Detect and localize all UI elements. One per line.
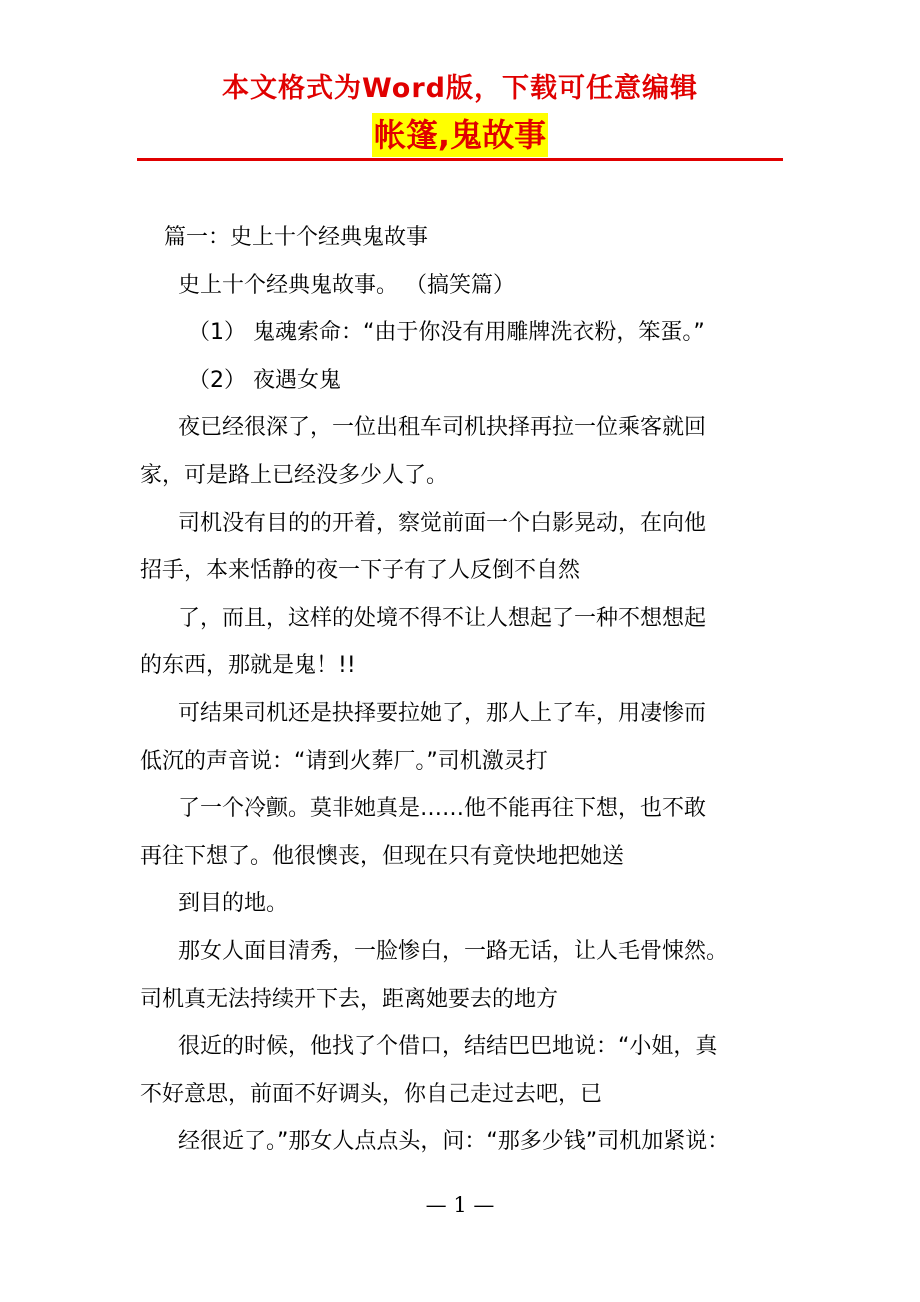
page-number: — 1 — [425, 1193, 495, 1217]
list-item: （2） 夜遇女鬼 [188, 367, 341, 393]
paragraph-line: 不好意思，前面不好调头，你自己走过去吧，已 [140, 1081, 603, 1107]
paragraph-line: 那女人面目清秀，一脸惨白，一路无话，让人毛骨悚然。 [178, 938, 729, 964]
paragraph-line: 家，可是路上已经没多少人了。 [140, 462, 449, 488]
paragraph-line: 经很近了。”那女人点点头，问：“那多少钱”司机加紧说： [178, 1129, 730, 1155]
list-item: （1） 鬼魂索命：“由于你没有用雕牌洗衣粉，笨蛋。” [188, 320, 705, 346]
paragraph-line: 夜已经很深了，一位出租车司机抉择再拉一位乘客就回 [178, 415, 707, 441]
story-body [140, 214, 784, 1166]
title-container [0, 113, 920, 157]
paragraph-line: 低沉的声音说：“请到火葬厂。”司机激灵打 [140, 748, 548, 774]
paragraph-line: 可结果司机还是抉择要拉她了，那人上了车，用凄惨而 [178, 700, 707, 726]
paragraph-line: 司机没有目的的开着，察觉前面一个白影晃动，在向他 [178, 510, 707, 536]
paragraph-line: 了一个冷颤。莫非她真是……他不能再往下想，也不敢 [178, 796, 707, 822]
paragraph-line: 很近的时候，他找了个借口，结结巴巴地说：“小姐，真 [178, 1034, 718, 1060]
header-divider [137, 158, 783, 161]
paragraph-line: 的东西，那就是鬼！!! [140, 653, 356, 679]
section-heading: 篇一：史上十个经典鬼故事 [164, 225, 429, 250]
paragraph-line: 司机真无法持续开下去，距离她要去的地方 [140, 986, 559, 1012]
paragraph-line: 了，而且，这样的处境不得不让人想起了一种不想想起 [178, 605, 707, 631]
paragraph-line: 到目的地。 [178, 891, 289, 917]
document-title: 帐篷,鬼故事 [372, 113, 548, 157]
paragraph-line: 招手，本来恬静的夜一下子有了人反倒不自然 [140, 558, 581, 584]
paragraph-line: 史上十个经典鬼故事。 （搞笑篇） [178, 272, 515, 298]
format-notice-banner: 本文格式为Word版，下载可任意编辑 [221, 73, 698, 104]
paragraph-line: 再往下想了。他很懊丧，但现在只有竟快地把她送 [140, 843, 625, 869]
